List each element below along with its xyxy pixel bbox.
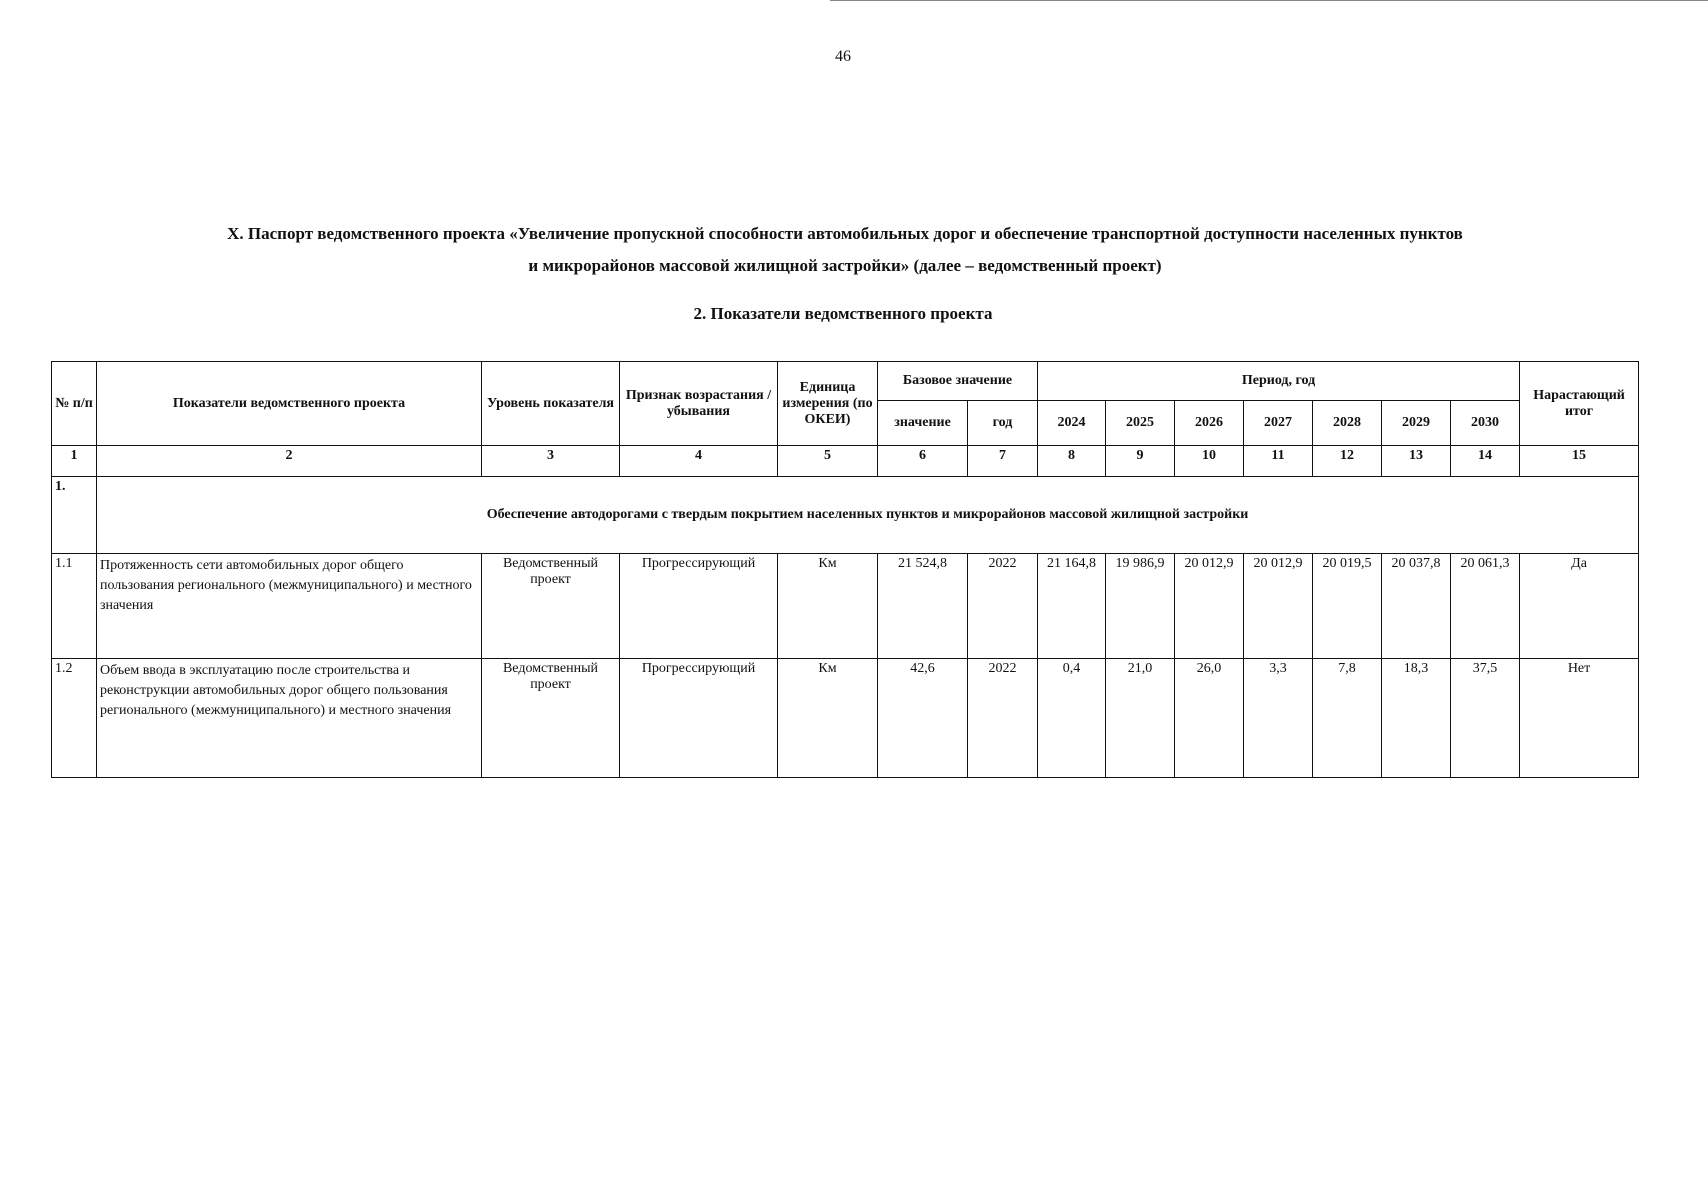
row-level: Ведомственный проект (482, 659, 620, 778)
header-cumulative: Нарастающий итог (1520, 362, 1639, 446)
row-year-value: 20 012,9 (1244, 554, 1313, 659)
header-level: Уровень показателя (482, 362, 620, 446)
row-year-value: 0,4 (1038, 659, 1106, 778)
table-row (52, 554, 1639, 659)
header-row-1 (52, 362, 1639, 401)
row-indicator: Протяженность сети автомобильных дорог общего пользования регионального (межмуниципального) и местного значения (97, 554, 482, 659)
column-number: 7 (968, 446, 1038, 477)
scan-artifact-line (830, 0, 1708, 1)
column-number: 3 (482, 446, 620, 477)
column-number: 14 (1451, 446, 1520, 477)
column-number: 4 (620, 446, 778, 477)
header-year: 2028 (1313, 401, 1382, 446)
header-unit: Единица измерения (по ОКЕИ) (778, 362, 878, 446)
header-trend: Признак возрастания / убывания (620, 362, 778, 446)
header-year: 2026 (1175, 401, 1244, 446)
header-base-year: год (968, 401, 1038, 446)
column-number: 1 (52, 446, 97, 477)
row-cumulative: Да (1520, 554, 1639, 659)
column-number: 9 (1106, 446, 1175, 477)
row-indicator: Объем ввода в эксплуатацию после строительства и реконструкции автомобильных дорог общего пользования регионального (межмуниципального) и местного значения (97, 659, 482, 778)
column-number: 5 (778, 446, 878, 477)
section-row (52, 477, 1639, 554)
section-num: 1. (52, 477, 97, 554)
row-trend: Прогрессирующий (620, 554, 778, 659)
row-year-value: 7,8 (1313, 659, 1382, 778)
header-year: 2030 (1451, 401, 1520, 446)
row-year-value: 21,0 (1106, 659, 1175, 778)
row-year-value: 20 061,3 (1451, 554, 1520, 659)
header-indicator: Показатели ведомственного проекта (97, 362, 482, 446)
row-year-value: 20 012,9 (1175, 554, 1244, 659)
row-base-year: 2022 (968, 659, 1038, 778)
page-number: 46 (835, 48, 851, 65)
header-base: Базовое значение (878, 362, 1038, 401)
column-number: 10 (1175, 446, 1244, 477)
row-cumulative: Нет (1520, 659, 1639, 778)
document-title-line-2: и микрорайонов массовой жилищной застройки» (далее – ведомственный проект) (528, 256, 1162, 275)
section-title: Обеспечение автодорогами с твердым покрытием населенных пунктов и микрорайонов массовой жилищной застройки (97, 477, 1639, 554)
column-number: 12 (1313, 446, 1382, 477)
row-unit: Км (778, 554, 878, 659)
row-unit: Км (778, 659, 878, 778)
indicators-table (51, 361, 1639, 778)
column-number: 11 (1244, 446, 1313, 477)
column-number: 6 (878, 446, 968, 477)
row-year-value: 20 019,5 (1313, 554, 1382, 659)
header-base-value: значение (878, 401, 968, 446)
section-subtitle: 2. Показатели ведомственного проекта (693, 304, 993, 323)
column-number: 13 (1382, 446, 1451, 477)
header-year: 2025 (1106, 401, 1175, 446)
table-row (52, 659, 1639, 778)
column-number-row (52, 446, 1639, 477)
row-year-value: 21 164,8 (1038, 554, 1106, 659)
document-title (90, 218, 1600, 282)
row-base-year: 2022 (968, 554, 1038, 659)
row-base-value: 42,6 (878, 659, 968, 778)
header-period: Период, год (1038, 362, 1520, 401)
row-trend: Прогрессирующий (620, 659, 778, 778)
header-year: 2027 (1244, 401, 1313, 446)
column-number: 15 (1520, 446, 1639, 477)
header-year: 2024 (1038, 401, 1106, 446)
row-year-value: 37,5 (1451, 659, 1520, 778)
row-year-value: 20 037,8 (1382, 554, 1451, 659)
header-year: 2029 (1382, 401, 1451, 446)
row-num: 1.2 (52, 659, 97, 778)
row-level: Ведомственный проект (482, 554, 620, 659)
header-num: № п/п (52, 362, 97, 446)
document-title-line-1: X. Паспорт ведомственного проекта «Увеличение пропускной способности автомобильных дорог и обеспечение транспортной доступности населенных пунктов (227, 224, 1463, 243)
row-base-value: 21 524,8 (878, 554, 968, 659)
row-year-value: 18,3 (1382, 659, 1451, 778)
row-num: 1.1 (52, 554, 97, 659)
column-number: 2 (97, 446, 482, 477)
row-year-value: 26,0 (1175, 659, 1244, 778)
column-number: 8 (1038, 446, 1106, 477)
row-year-value: 19 986,9 (1106, 554, 1175, 659)
row-year-value: 3,3 (1244, 659, 1313, 778)
